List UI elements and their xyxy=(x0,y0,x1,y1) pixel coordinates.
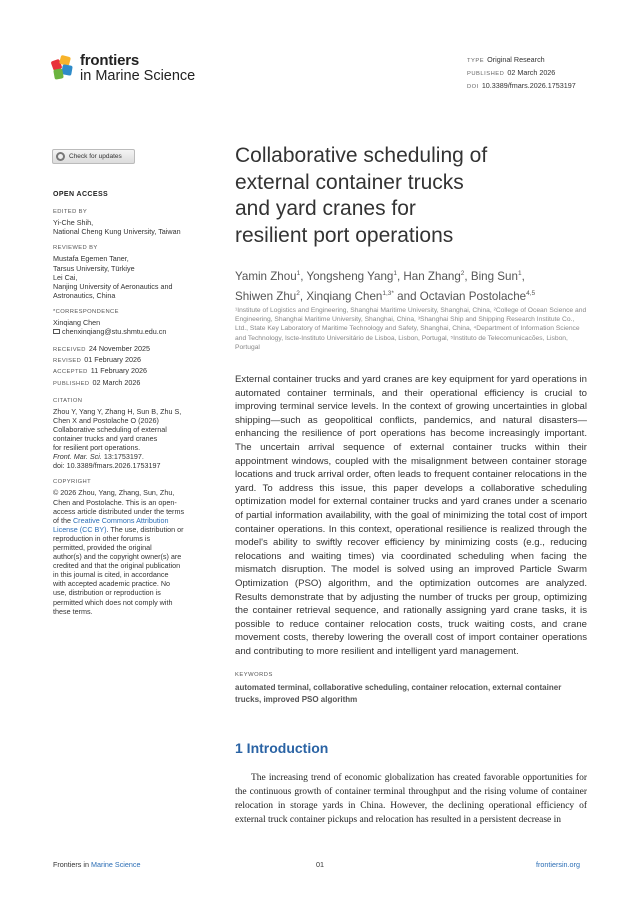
citation-volume: 13:1753197. xyxy=(101,452,144,462)
reviewer-affil: Nanjing University of Aeronautics and xyxy=(53,281,173,291)
type-label: TYPE xyxy=(467,58,485,64)
copyright-line: © 2026 Zhou, Yang, Zhang, Sun, Zhu, xyxy=(53,488,175,498)
copyright-line: access article distributed under the terms xyxy=(53,506,185,516)
mail-icon xyxy=(53,329,60,334)
copyright-text: . The use, distribution or xyxy=(106,524,184,534)
citation-line: Collaborative scheduling of external xyxy=(53,424,167,434)
author-affil-ref: 2 xyxy=(296,290,300,297)
article-meta xyxy=(467,54,576,93)
doi-label: DOI xyxy=(467,84,479,90)
copyright-line: permitted which does not comply with xyxy=(53,597,173,607)
citation-line: container trucks and yard cranes xyxy=(53,433,158,443)
citation-line: Zhou Y, Yang Y, Zhang H, Sun B, Zhu S, xyxy=(53,406,182,416)
accepted-label: ACCEPTED xyxy=(53,369,88,376)
published-value: 02 March 2026 xyxy=(507,68,556,77)
author-name[interactable]: Octavian Postolache xyxy=(419,290,527,303)
keywords: automated terminal, collaborative scheduling, container relocation, external container trucks, improved PSO algorithm xyxy=(235,683,562,704)
edited-by-label: EDITED BY xyxy=(53,209,88,216)
copyright-section xyxy=(53,478,203,615)
title-line: resilient port operations xyxy=(235,223,454,247)
citation-label: CITATION xyxy=(53,397,83,404)
copyright-line: Chen and Postolache. This is an open- xyxy=(53,497,177,507)
received-value: 24 November 2025 xyxy=(88,344,150,354)
copyright-line xyxy=(53,516,203,525)
accepted-value: 11 February 2026 xyxy=(90,366,147,376)
brand-name: frontiers xyxy=(80,52,140,69)
copyright-line: these terms. xyxy=(53,606,93,616)
edited-by-section xyxy=(53,208,203,236)
copyright-line: reproduction in other forums is xyxy=(53,533,151,543)
journal-name: in Marine Science xyxy=(80,68,196,84)
editor-name: Yi-Che Shih, xyxy=(53,218,94,228)
revised-label: REVISED xyxy=(53,358,82,365)
page-number: 01 xyxy=(316,860,324,869)
citation-line: Chen X and Postolache O (2026) xyxy=(53,415,159,425)
corr-email[interactable]: chenxinqiang@stu.shmtu.edu.cn xyxy=(62,327,167,337)
copyright-text: of the xyxy=(53,515,73,525)
citation-section xyxy=(53,397,203,471)
dates-section xyxy=(53,344,203,388)
reviewer-name: Mustafa Egemen Taner, xyxy=(53,254,129,264)
copyright-line: with accepted academic practice. No xyxy=(53,579,171,589)
author-name[interactable]: Shiwen Zhu xyxy=(235,290,297,303)
published-value: 02 March 2026 xyxy=(92,377,141,387)
open-access-label: OPEN ACCESS xyxy=(53,191,109,198)
copyright-line: credited and that the original publication xyxy=(53,561,181,571)
received-label: RECEIVED xyxy=(53,347,86,354)
author-name[interactable]: Xinqiang Chen xyxy=(306,290,383,303)
author-list xyxy=(235,265,595,305)
copyright-line: in this journal is cited, in accordance xyxy=(53,570,169,580)
intro-paragraph: The increasing trend of economic globalization has created favorable opportunities for the continuous growth of container terminal throughput and the rising volume of container relocation in storage yards in China. However, the declining operational efficiency of external truck container pickups and relocation has resulted in a persistent decrease in xyxy=(235,773,587,825)
copyright-line: author(s) and the copyright owner(s) are xyxy=(53,552,182,562)
reviewer-affil: Tarsus University, Türkiye xyxy=(53,263,135,273)
author-affil-ref: 1,3* xyxy=(382,290,394,297)
footer-journal-prefix: Frontiers in xyxy=(53,860,91,869)
footer-journal xyxy=(53,860,141,869)
affiliations: ¹Institute of Logistics and Engineering, Shanghai Maritime University, Shanghai, China, ²College of Ocean Science and Engineering, Shanghai Maritime University, Shanghai, China, ³Shanghai Ship and Shipping Research Institute Co., Ltd., State Key Laboratory of Maritime Technology and Safety, Shanghai, China, ⁴Department of Information Science and Technology, Iscte-Instituto Universitário de Lisboa, Lisbon, Portugal, ⁵Instituto de Telecomunicacões, Lisbon, Portugal xyxy=(235,307,587,351)
citation-journal: Front. Mar. Sci. xyxy=(53,452,102,462)
cc-license-link-2[interactable]: License (CC BY) xyxy=(53,524,107,534)
author-affil-ref: 4,5 xyxy=(526,290,536,297)
copyright-line xyxy=(53,525,203,534)
author-affil-ref: 1 xyxy=(296,270,301,277)
correspondence-section xyxy=(53,308,203,336)
cc-license-link[interactable]: Creative Commons Attribution xyxy=(72,515,169,525)
revised-value: 01 February 2026 xyxy=(84,355,141,365)
footer-site-link[interactable]: frontiersin.org xyxy=(536,860,580,869)
title-line: Collaborative scheduling of xyxy=(235,144,488,167)
published-label: PUBLISHED xyxy=(53,380,90,387)
frontiers-logo-icon xyxy=(52,56,74,80)
corr-name: Xinqiang Chen xyxy=(53,318,101,328)
check-updates-label: Check for updates xyxy=(69,153,122,160)
keywords-label: KEYWORDS xyxy=(235,672,273,678)
footer-journal-name[interactable]: Marine Science xyxy=(90,860,141,869)
author-line-2: Shiwen Zhu$^2$, Xinqiang Chen$^{1,3*}$ and Octavian Postolache$^{4,5}$ xyxy=(235,290,536,303)
copyright-label: COPYRIGHT xyxy=(53,479,92,486)
reviewed-by-section xyxy=(53,244,203,300)
author-name[interactable]: Bing Sun xyxy=(470,270,518,283)
correspondence-label: *CORRESPONDENCE xyxy=(53,308,119,315)
type-value: Original Research xyxy=(487,55,545,64)
copyright-line: permitted, provided the original xyxy=(53,543,152,552)
author-name[interactable]: Yamin Zhou xyxy=(235,270,297,283)
author-name[interactable]: Yongsheng Yang xyxy=(306,270,394,283)
author-affil-ref: 1 xyxy=(517,270,522,277)
author-affil-ref: 2 xyxy=(460,270,465,277)
update-icon xyxy=(56,152,65,161)
citation-doi[interactable]: doi: 10.3389/fmars.2026.1753197 xyxy=(53,461,161,471)
copyright-line: use, distribution or reproduction is xyxy=(53,588,161,598)
reviewer-name: Lei Cai, xyxy=(53,272,78,282)
published-label: PUBLISHED xyxy=(467,71,505,77)
corr-email-row[interactable] xyxy=(53,327,203,336)
citation-line: for resilient port operations. xyxy=(53,443,141,453)
citation-journal-line xyxy=(53,452,203,461)
reviewer-affil: Astronautics, China xyxy=(53,290,116,300)
abstract: External container trucks and yard cranes are key equipment for yard operations in automated container terminals, and their operational efficiency is crucial to improving terminal service levels. In the context of growing uncertainties in global shipping—such as geopolitical conflicts, pandemics, and natural disasters—enhancing the resilience of port operations has become increasingly important. The uncertain arrival sequence of external container trucks within their appointment windows, coupled with the misalignment between container storage locations and truck arrival order, often leads to frequent container relocations in the yard. To address this issue, this paper develops a collaborative scheduling optimization model for external container trucks and yard cranes under a scenario of partial information availability, with the goal of minimizing the total cost of import container operations. In this context, operational resilience is realized through the model's ability to swiftly recover efficiency by minimizing costs (e.g., reducing relocations and waiting times) via coordinated scheduling when facing the mismatch disruption. The model is solved using an improved Particle Swarm Optimization (PSO) algorithm, and the optimization outcomes are analyzed. Results demonstrate that by adjusting the number of trucks per group, optimizing the container retrieval sequence, and rationally assigning yard crane tasks, it is possible to reduce container relocation costs, truck waiting costs, and crane movement costs, thereby lowering the overall cost of import container operations and contributing to more resilient and intelligent yard management. xyxy=(235,374,587,657)
article-title xyxy=(235,143,565,249)
author-line-1: Yamin Zhou$^1$, Yongsheng Yang$^1$, Han Zhang$^2$, Bing Sun$^1$, xyxy=(235,270,525,283)
doi-value[interactable]: 10.3389/fmars.2026.1753197 xyxy=(481,81,576,90)
author-name[interactable]: Han Zhang xyxy=(403,270,461,283)
check-for-updates-button[interactable] xyxy=(52,149,135,164)
author-affil-ref: 1 xyxy=(393,270,397,277)
reviewed-by-label: REVIEWED BY xyxy=(53,245,98,252)
section-heading-introduction: 1 Introduction xyxy=(235,740,329,756)
sidebar xyxy=(53,190,203,624)
editor-affil: National Cheng Kung University, Taiwan xyxy=(53,227,181,237)
title-line: external container trucks xyxy=(235,170,464,194)
title-line: and yard cranes for xyxy=(235,197,416,220)
journal-logo[interactable] xyxy=(52,53,195,84)
